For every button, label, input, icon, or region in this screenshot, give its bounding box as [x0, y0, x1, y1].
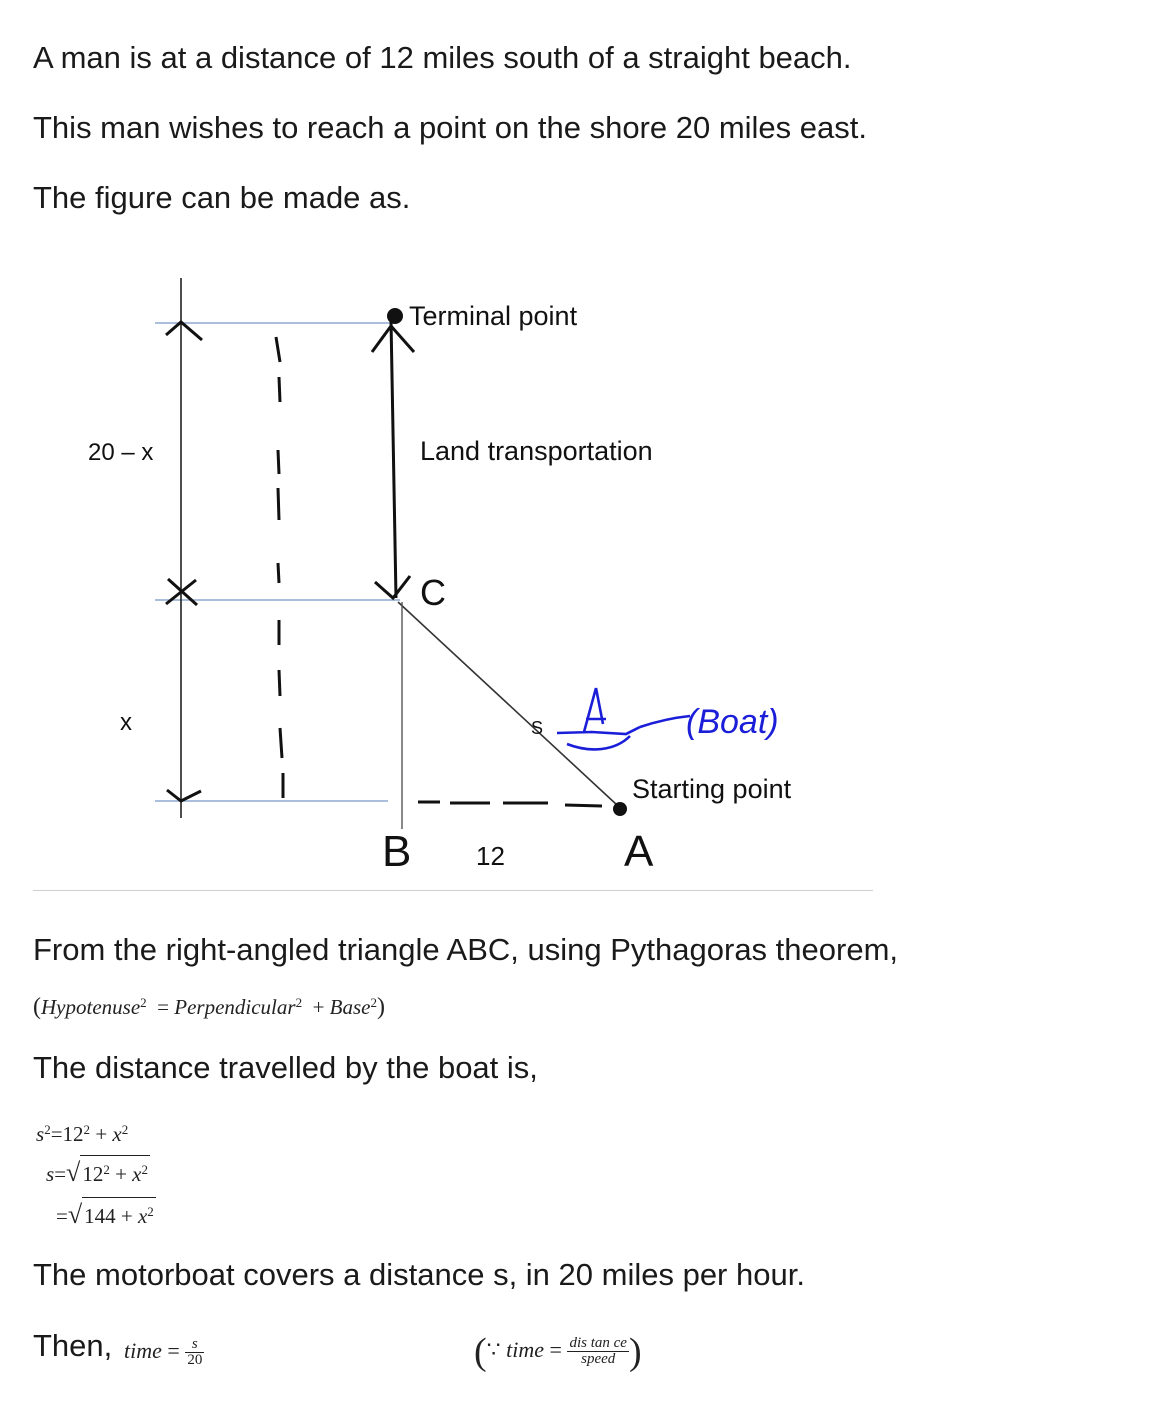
equation-line-3: $=√144 + x^2$ — [56, 1197, 156, 1230]
starting-point-dot — [613, 802, 627, 816]
arrow-top-icon — [166, 322, 202, 340]
land-route-line — [391, 320, 396, 598]
base-dashed-line — [418, 802, 602, 806]
label-a: A — [624, 827, 654, 876]
label-land-transportation: Land transportation — [420, 436, 653, 466]
pythagoras-formula: (Hypotenuse$^2$ = Perpendicular$^2$ + Base$^2$) — [33, 994, 386, 1021]
equation-line-1: $s^2=12^2 + x^2$ — [36, 1122, 129, 1147]
label-12: 12 — [476, 841, 505, 871]
terminal-point-dot — [387, 308, 403, 324]
boat-icon — [557, 688, 690, 749]
dashed-vertical-line — [276, 337, 283, 798]
time-formula: time = $\frac{s}{20}$ — [124, 1336, 203, 1369]
label-20-minus-x: 20 – x — [88, 439, 154, 466]
then-label: Then, — [33, 1328, 113, 1363]
motorboat-text: The motorboat covers a distance s, in 20 miles per hour. — [33, 1257, 805, 1292]
intro-line-2: This man wishes to reach a point on the shore 20 miles east. — [33, 110, 867, 145]
arrow-bottom-icon — [167, 790, 201, 801]
label-x: x — [120, 709, 132, 736]
intro-line-3: The figure can be made as. — [33, 180, 411, 215]
arrow-down-icon — [375, 576, 410, 598]
label-boat: (Boat) — [686, 703, 779, 741]
boat-distance-text: The distance travelled by the boat is, — [33, 1050, 538, 1085]
intro-line-1: A man is at a distance of 12 miles south of a straight beach. — [33, 40, 852, 75]
label-terminal-point: Terminal point — [409, 301, 578, 331]
label-starting-point: Starting point — [632, 774, 792, 804]
divider — [33, 890, 873, 891]
label-c: C — [420, 572, 446, 613]
hypotenuse-line — [398, 602, 617, 805]
pythagoras-intro: From the right-angled triangle ABC, using Pythagoras theorem, — [33, 932, 899, 967]
label-b: B — [382, 827, 412, 876]
equation-line-2: $s=√12^2 + x^2$ — [46, 1155, 150, 1188]
label-s: S — [531, 718, 544, 738]
time-definition: (∵ time = $\frac{\text{dis tan ce}}{\text{speed}}$ ) — [474, 1330, 642, 1373]
problem-figure — [0, 260, 1153, 880]
